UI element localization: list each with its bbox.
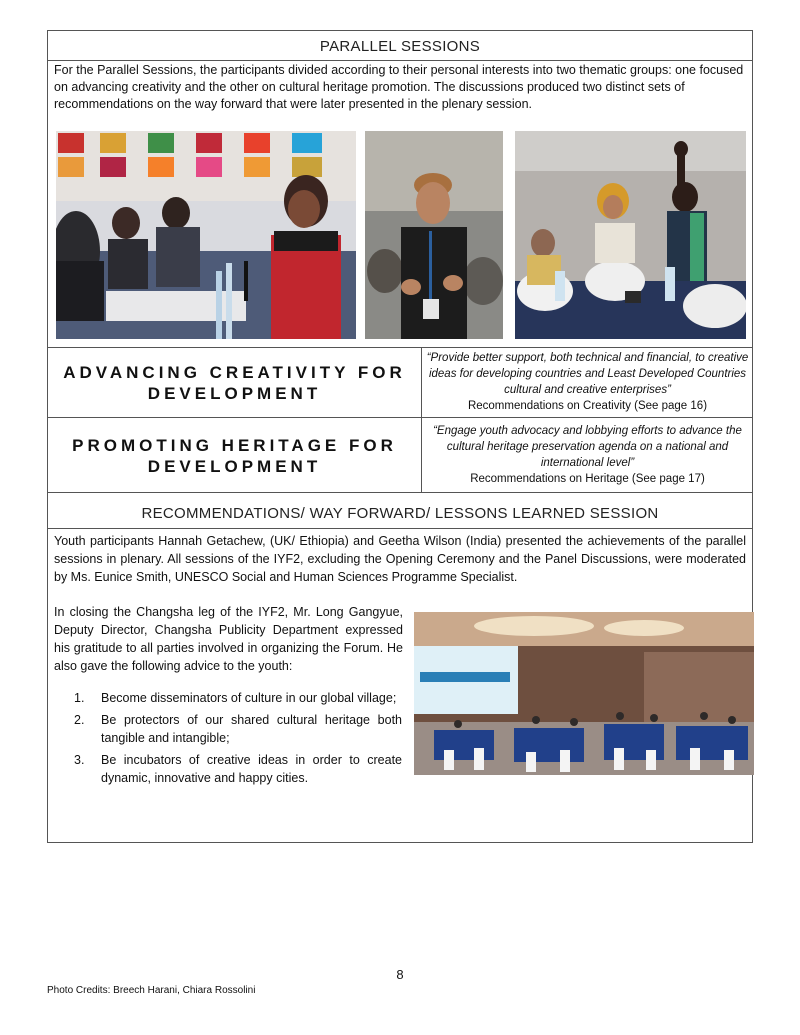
creativity-page-reference: Recommendations on Creativity (See page 16)	[467, 400, 708, 412]
advice-list	[68, 689, 402, 791]
advice-item: 2. Be protectors of our shared cultural heritage both tangible and intangible;	[74, 713, 402, 745]
theme-title-creativity: ADVANCING CREATIVITY FOR DEVELOPMENT	[63, 363, 406, 403]
photo-audience-participants	[515, 131, 746, 339]
page-number: 8	[396, 967, 404, 982]
photo-participant-speaking	[365, 131, 503, 339]
advice-item: 3. Be incubators of creative ideas in order to create dynamic, innovative and happy cities.	[74, 753, 402, 785]
creativity-recommendation	[422, 350, 753, 414]
divider	[48, 347, 752, 348]
theme-title-heritage: PROMOTING HERITAGE FOR DEVELOPMENT	[72, 436, 397, 476]
heritage-quote: “Engage youth advocacy and lobbying efforts to advance the cultural heritage preservation agenda on a national and international level”	[433, 425, 742, 469]
recommendations-session-heading: RECOMMENDATIONS/ WAY FORWARD/ LESSONS LEARNED SESSION	[141, 505, 659, 522]
divider	[48, 60, 752, 61]
parallel-sessions-heading: PARALLEL SESSIONS	[319, 38, 481, 55]
photo-credits: Photo Credits: Breech Harani, Chiara Rossolini	[47, 985, 256, 996]
photo-conference-hall	[414, 612, 754, 775]
divider	[48, 528, 752, 529]
recommendations-paragraph: Youth participants Hannah Getachew, (UK/ Ethiopia) and Geetha Wilson (India) presented the achievements of the parallel sessions in plenary. All sessions of the IYF2, excluding the Opening Ceremony and the Panel Discussions, were moderated by Ms. Eunice Smith, UNESCO Social and Human Sciences Programme Specialist.	[54, 534, 746, 584]
heritage-recommendation	[422, 423, 753, 487]
page-frame	[47, 30, 753, 843]
heritage-page-reference: Recommendations on Heritage (See page 17)	[470, 473, 705, 485]
divider	[48, 492, 752, 493]
closing-paragraph: In closing the Changsha leg of the IYF2, Mr. Long Gangyue, Deputy Director, Changsha Publicity Department expressed his gratitude to all parties involved in organizing the Forum. He also gave the following advice to the youth:	[54, 605, 403, 673]
parallel-sessions-intro: For the Parallel Sessions, the participants divided according to their personal interests into two thematic groups: one focused on advancing creativity and the other on cultural heritage promotion. The discussions produced two distinct sets of recommendations on the way forward that were later presented in the plenary session.	[54, 63, 744, 111]
photo-speaker-with-microphone	[56, 131, 356, 339]
advice-item: 1. Become disseminators of culture in our global village;	[74, 691, 397, 705]
creativity-quote: “Provide better support, both technical and financial, to creative ideas for developing countries and Least Developed Countries cultural and creative enterprises”	[426, 352, 749, 396]
divider	[48, 417, 752, 418]
